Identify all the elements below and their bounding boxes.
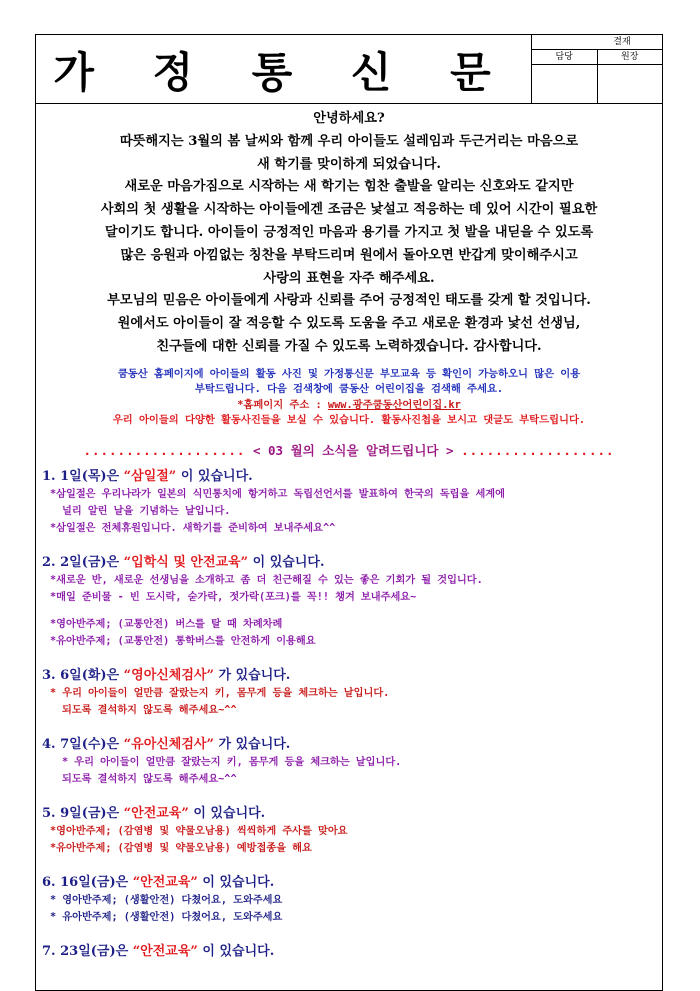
intro-line: 달이기도 합니다. 아이들이 긍정적인 마음과 용기를 가지고 첫 발을 내딛을 수 있도록 xyxy=(104,224,594,240)
intro-line: 원에서도 아이들이 잘 적응할 수 있도록 도움을 주고 새로운 환경과 낯선 선생님, xyxy=(117,316,581,332)
news-item xyxy=(42,467,662,537)
news-item-detail: * 유아반주제; (생활안전) 다쳤어요, 도와주세요 xyxy=(50,911,283,923)
news-item-detail: *유아반주제; (감염병 및 약물오남용) 예방접종을 해요 xyxy=(50,842,312,854)
approval-cell-director: 원장 xyxy=(598,50,663,103)
newsletter-page xyxy=(35,34,663,959)
approval-box xyxy=(531,35,662,103)
news-item-detail: 되도록 결석하지 않도록 해주세요~^^ xyxy=(62,704,237,716)
news-item-heading: 2. 2일(금)은 “입학식 및 안전교육” 이 있습니다. xyxy=(42,554,325,570)
news-item xyxy=(42,735,662,788)
news-item-detail: * 영아반주제; (생활안전) 다쳤어요, 도와주세요 xyxy=(50,894,283,906)
event-name: “유아신체검사” xyxy=(123,736,214,752)
event-name: “영아신체검사” xyxy=(123,667,214,683)
approval-cell-manager: 담당 xyxy=(532,50,598,103)
intro-text xyxy=(36,108,662,359)
news-item-heading: 6. 16일(금)은 “안전교육” 이 있습니다. xyxy=(42,874,275,890)
intro-line: 사랑의 표현을 자주 해주세요. xyxy=(263,270,435,286)
notice-line: 부탁드립니다. 다음 검색창에 쿰동산 어린이집을 검색해 주세요. xyxy=(194,383,504,396)
newsletter-body xyxy=(35,104,663,991)
notice-line: 우리 아이들의 다양한 활동사진들을 보실 수 있습니다. 활동사진첩을 보시고 댓글도 부탁드립니다. xyxy=(112,414,586,427)
news-item-detail: 되도록 결석하지 않도록 해주세요~^^ xyxy=(62,773,237,785)
news-items xyxy=(42,467,662,961)
notice-line: 쿰동산 홈페이지에 아이들의 활동 사진 및 가정통신문 부모교육 등 확인이 가능하오니 많은 이용 xyxy=(117,367,581,380)
newsletter-header xyxy=(35,34,663,104)
news-item xyxy=(42,942,662,961)
intro-line: 따뜻해지는 3월의 봄 날씨와 함께 우리 아이들도 설레임과 두근거리는 마음으로 xyxy=(119,133,579,149)
approval-label: 결재 xyxy=(613,37,631,47)
event-name: “삼일절” xyxy=(123,468,177,484)
intro-line: 부모님의 믿음은 아이들에게 사랑과 신뢰를 주어 긍정적인 태도를 갖게 할 것입니다. xyxy=(107,293,591,309)
news-item xyxy=(42,553,662,650)
intro-line: 많은 응원과 아낌없는 칭찬을 부탁드리며 원에서 돌아오면 반갑게 맞이해주시고 xyxy=(120,247,578,263)
homepage-link[interactable]: www.광주쿰동산어린이집.kr xyxy=(327,398,461,411)
news-item xyxy=(42,804,662,857)
news-heading: < 03 월의 소식을 알려드립니다 > xyxy=(252,442,454,458)
news-item-detail: *삼일절은 전체휴원입니다. 새학기를 준비하여 보내주세요^^ xyxy=(50,522,336,534)
intro-line: 안녕하세요? xyxy=(313,111,385,126)
event-name: “입학식 및 안전교육” xyxy=(123,554,249,570)
news-item-heading: 7. 23일(금)은 “안전교육” 이 있습니다. xyxy=(42,943,275,959)
event-name: “안전교육” xyxy=(132,943,198,959)
news-item-heading: 5. 9일(금)은 “안전교육” 이 있습니다. xyxy=(42,805,266,821)
news-item-detail: *유아반주제; (교통안전) 통학버스를 안전하게 이용해요 xyxy=(50,635,316,647)
news-item-heading: 1. 1일(목)은 “삼일절” 이 있습니다. xyxy=(42,468,253,484)
news-item xyxy=(42,873,662,926)
newsletter-title: 가 정 통 신 문 xyxy=(53,48,513,97)
news-item-detail: *매일 준비물 - 빈 도시락, 숟가락, 젓가락(포크)를 꼭!! 챙겨 보내주세요~ xyxy=(50,591,417,603)
intro-line: 새로운 마음가짐으로 시작하는 새 학기는 힘찬 출발을 알리는 신호와도 같지만 xyxy=(124,179,574,195)
event-name: “안전교육” xyxy=(132,874,198,890)
news-item-detail: * 우리 아이들이 얼만큼 잘랐는지 키, 몸무게 등을 체크하는 날입니다. xyxy=(50,687,390,699)
news-item-detail: 널리 알린 날을 기념하는 날입니다. xyxy=(62,505,231,517)
news-item-heading: 3. 6일(화)은 “영아신체검사” 가 있습니다. xyxy=(42,667,291,683)
homepage-notice xyxy=(36,367,662,429)
intro-line: 사회의 첫 생활을 시작하는 아이들에겐 조금은 낯설고 적응하는 데 있어 시간이 필요한 xyxy=(100,202,598,218)
news-item-detail: *새로운 반, 새로운 선생님을 소개하고 좀 더 친근해질 수 있는 좋은 기회가 될 것입니다. xyxy=(50,574,483,586)
news-section-title: ................... < 03 월의 소식을 알려드립니다 > .................. xyxy=(83,442,615,458)
news-item-detail: *삼일절은 우리나라가 일본의 식민통치에 항거하고 독립선언서를 발표하여 한국의 독립을 세계에 xyxy=(50,488,505,500)
intro-line: 새 학기를 맞이하게 되었습니다. xyxy=(257,156,441,172)
news-item-detail: * 우리 아이들이 얼만큼 잘랐는지 키, 몸무게 등을 체크하는 날입니다. xyxy=(62,756,402,768)
event-name: “안전교육” xyxy=(123,805,189,821)
news-item xyxy=(42,666,662,719)
news-item-heading: 4. 7일(수)은 “유아신체검사” 가 있습니다. xyxy=(42,736,291,752)
homepage-address: *홈페이지 주소 : www.광주쿰동산어린이집.kr xyxy=(237,398,461,411)
news-item-detail: *영아반주제; (감염병 및 약물오남용) 씩씩하게 주사를 맞아요 xyxy=(50,825,348,837)
intro-line: 친구들에 대한 신뢰를 가질 수 있도록 노력하겠습니다. 감사합니다. xyxy=(156,338,542,354)
news-item-detail: *영아반주제; (교통안전) 버스를 탈 때 차례차례 xyxy=(50,618,283,630)
